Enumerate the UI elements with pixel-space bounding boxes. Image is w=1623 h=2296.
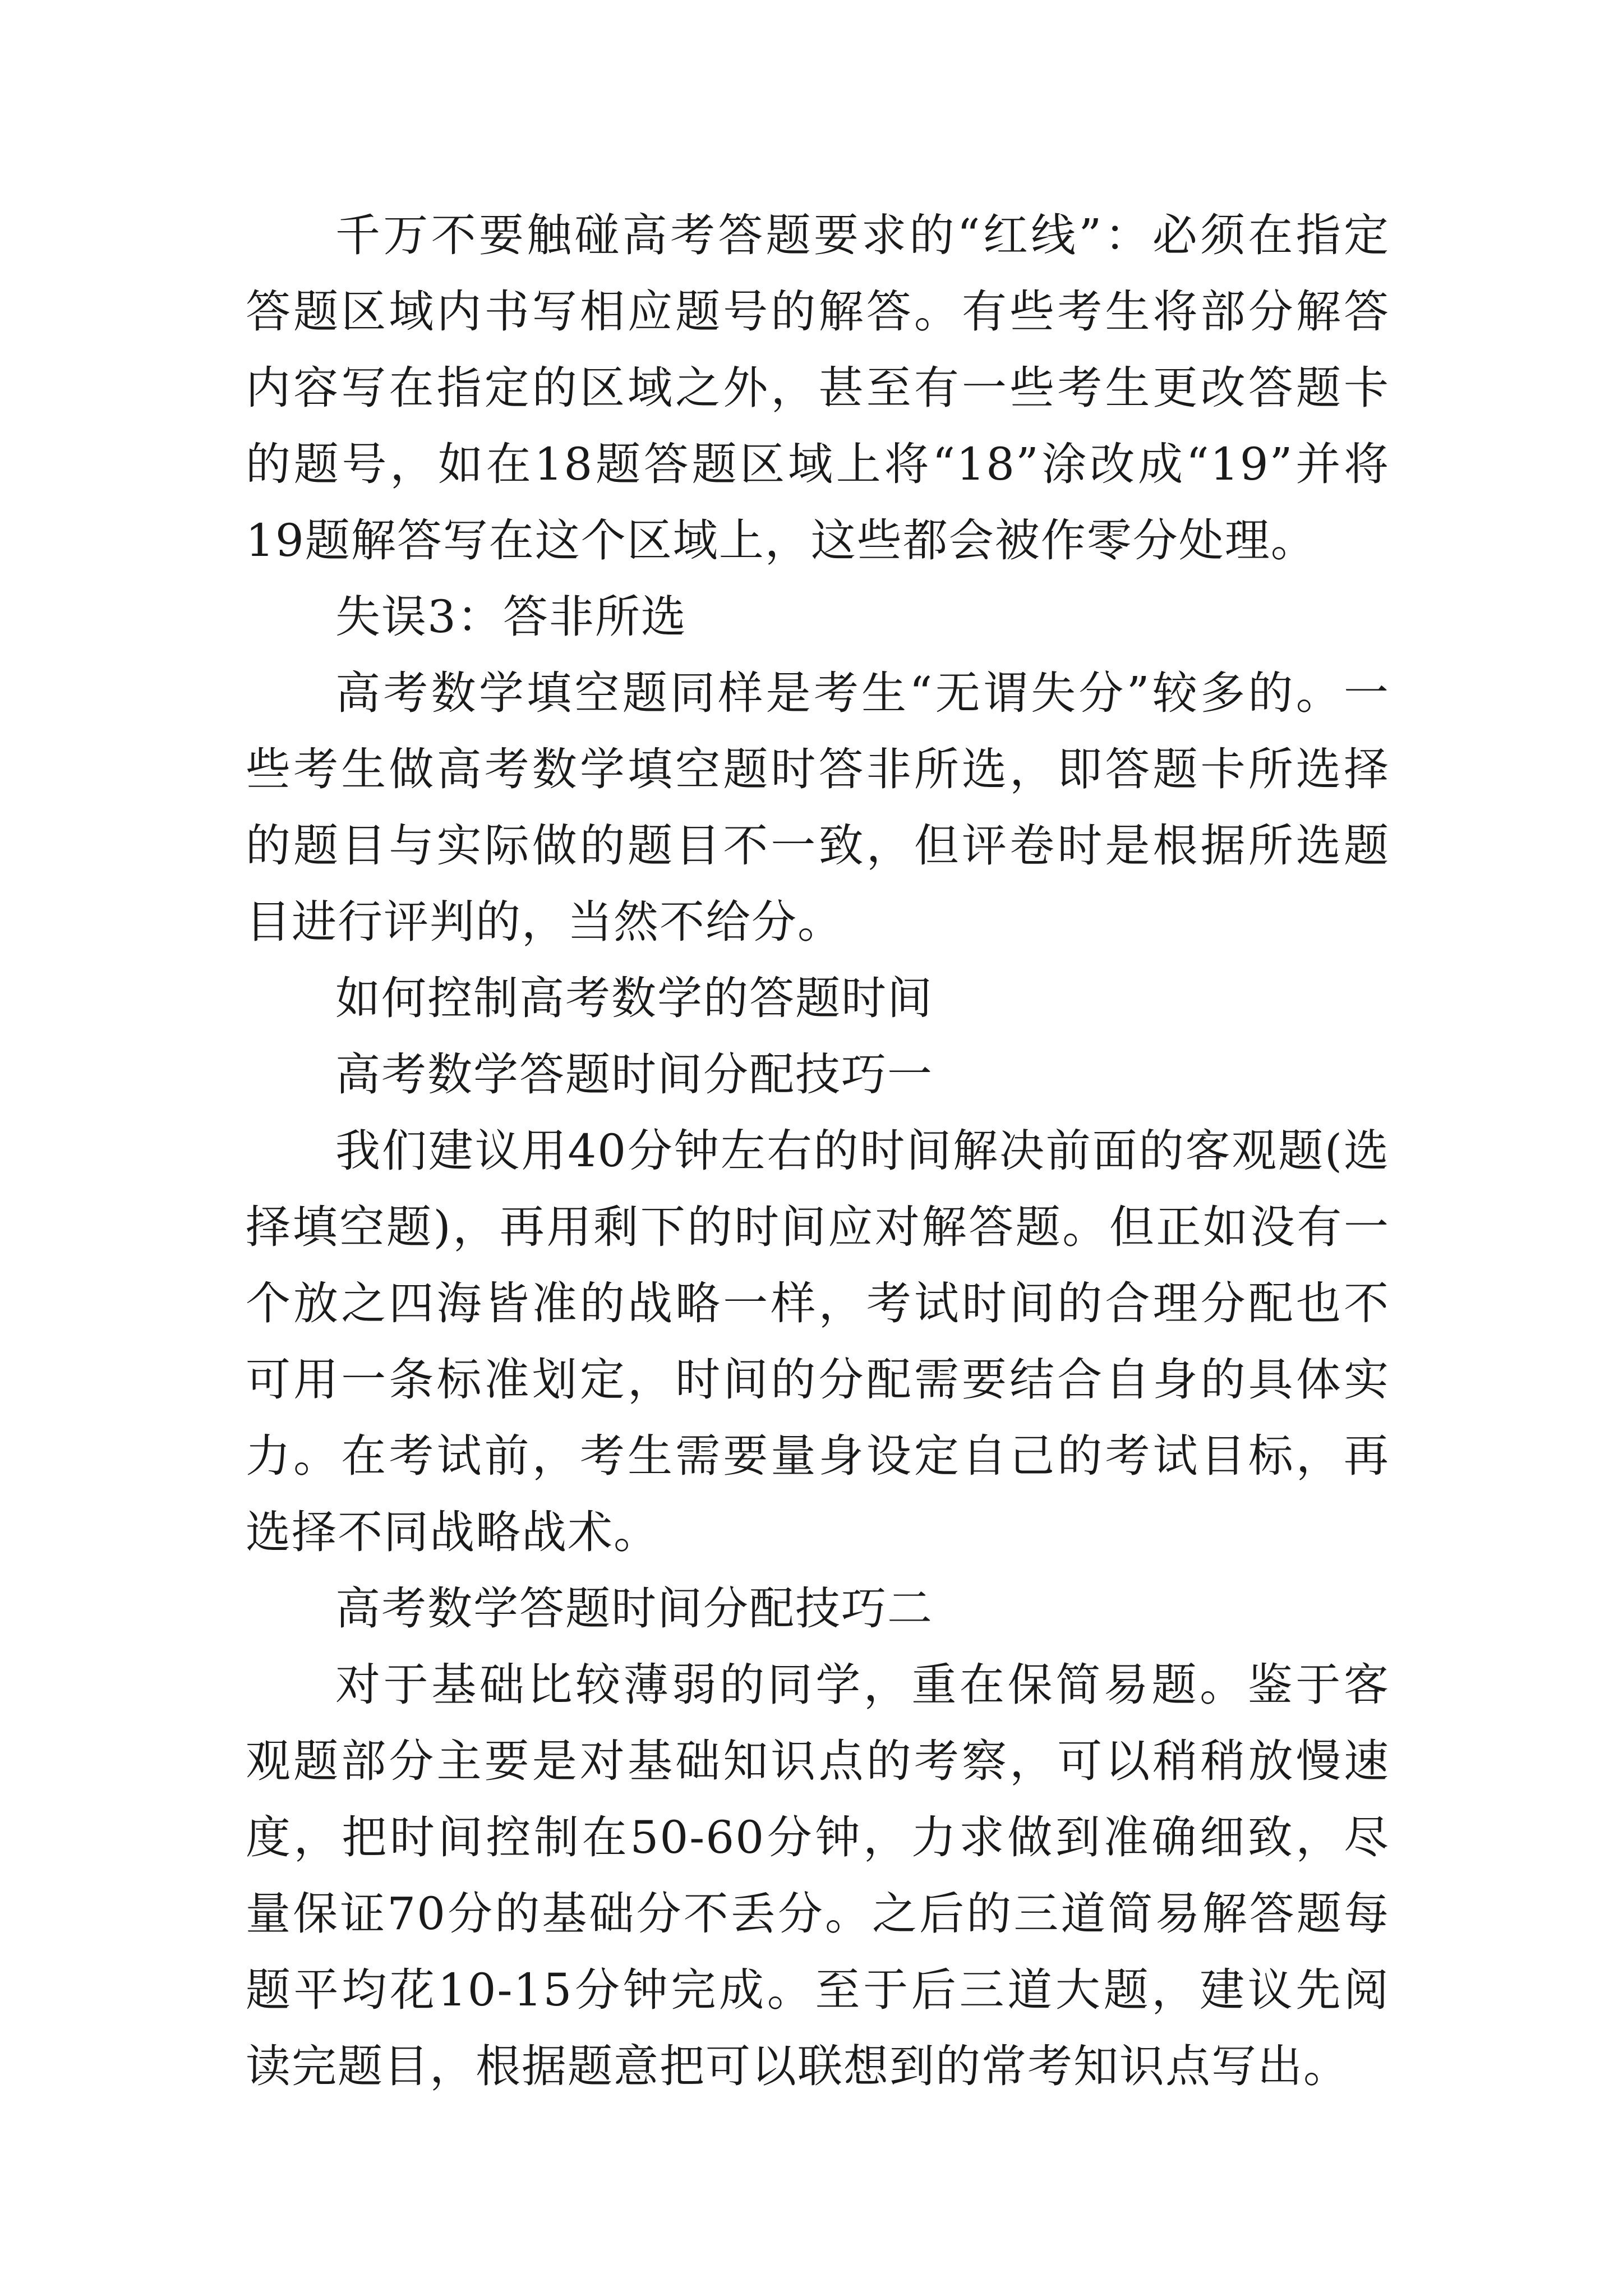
document-body bbox=[246, 197, 1390, 2105]
heading-time-tip-2: 高考数学答题时间分配技巧二 bbox=[335, 1582, 933, 1635]
paragraph-fill-blank-mistake: 高考数学填空题同样是考生“无谓失分”较多的。一些考生做高考数学填空题时答非所选，即答题卡所选择的题目与实际做的题目不一致，但评卷时是根据所选题目进行评判的，当然不给分。 bbox=[246, 667, 1390, 948]
paragraph-time-tip-2: 对于基础比较薄弱的同学，重在保简易题。鉴于客观题部分主要是对基础知识点的考察，可以稍稍放慢速度，把时间控制在50-60分钟，力求做到准确细致，尽量保证70分的基础分不丢分。之后的三道简易解答题每题平均花10-15分钟完成。至于后三道大题，建议先阅读完题目，根据题意把可以联想到的常考知识点写出。 bbox=[246, 1659, 1390, 2092]
paragraph-time-tip-1: 我们建议用40分钟左右的时间解决前面的客观题(选择填空题)，再用剩下的时间应对解答题。但正如没有一个放之四海皆准的战略一样，考试时间的合理分配也不可用一条标准划定，时间的分配需要结合自身的具体实力。在考试前，考生需要量身设定自己的考试目标，再选择不同战略战术。 bbox=[246, 1125, 1390, 1558]
paragraph-red-line-warning: 千万不要触碰高考答题要求的“红线”：必须在指定答题区域内书写相应题号的解答。有些考生将部分解答内容写在指定的区域之外，甚至有一些考生更改答题卡的题号，如在18题答题区域上将“18”涂改成“19”并将19题解答写在这个区域上，这些都会被作零分处理。 bbox=[246, 209, 1390, 567]
heading-mistake-3: 失误3：答非所选 bbox=[335, 591, 687, 643]
heading-time-tip-1: 高考数学答题时间分配技巧一 bbox=[335, 1048, 933, 1101]
heading-time-control: 如何控制高考数学的答题时间 bbox=[335, 972, 933, 1024]
